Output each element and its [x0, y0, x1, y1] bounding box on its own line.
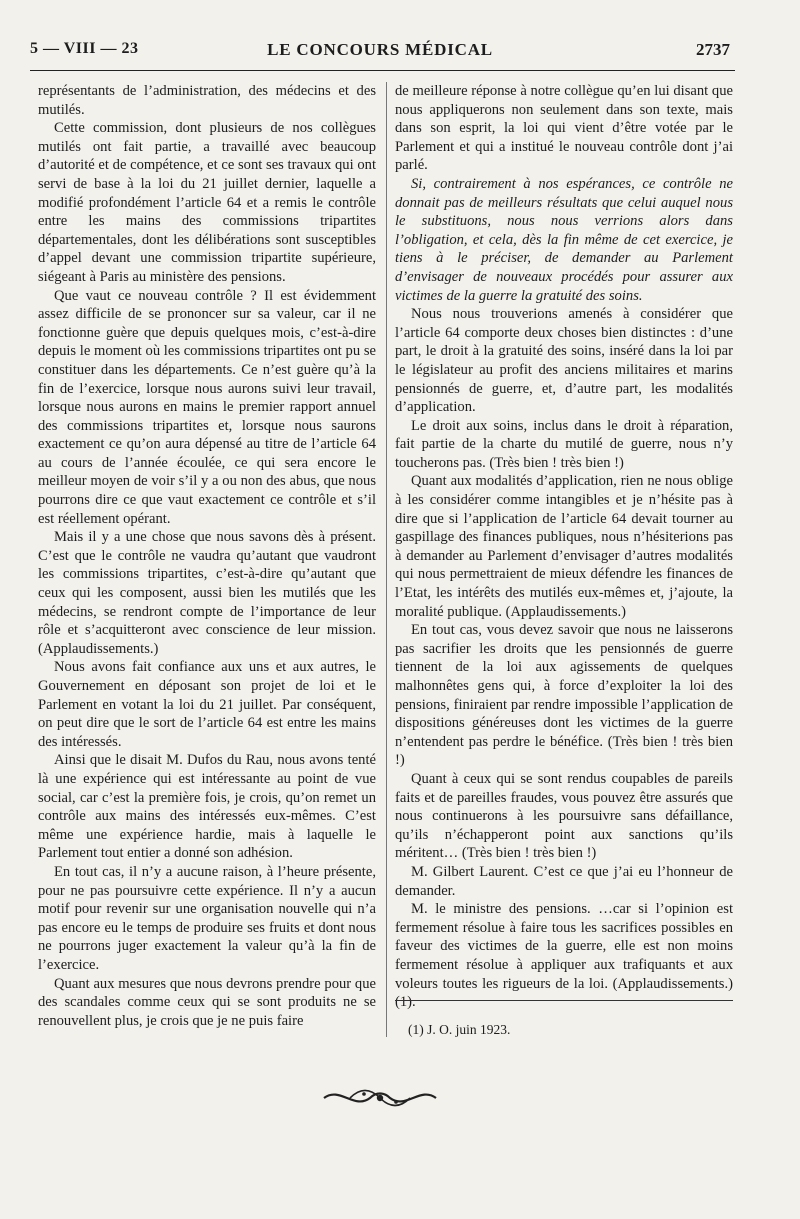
paragraph: M. Gilbert Laurent. C’est ce que j’ai eu l’honneur de demander. — [395, 863, 733, 899]
paragraph: En tout cas, il n’y a aucune raison, à l’heure présente, pour ne pas poursuivre cette expérience. Il n’y a aucun motif pour revenir sur une organisation nouvelle qui n’a pas encore eu le temps de produire ses fruits et dont nous ne pourrons juger exactement la valeur qu’à la fin de l’exercice. — [38, 863, 376, 973]
paragraph: Que vaut ce nouveau contrôle ? Il est évidemment assez difficile de se prononcer sur sa valeur, car il ne fonctionne guère que depuis quelques mois, c’est-à-dire depuis le moment où les commissions tripartites ont pu se constituer dans les départements. Ce n’est guère qu’à la fin de l’exercice, lorsque nous aurons suivi leur travail, lorsque nous aurons en mains le premier rapport annuel des commissions tripartites et, lorsque nous saurons exactement ce qu’on aura dépensé au titre de l’article 64 au cours de l’année écoulée, ce qui sera encore le meilleur moyen de voir s’il y a ou non des abus, que nous pourrons dire ce que vaut exactement ce contrôle et s’il est réellement opérant. — [38, 287, 376, 527]
left-column — [38, 82, 376, 1030]
journal-title: LE CONCOURS MÉDICAL — [267, 40, 493, 59]
paragraph: Nous avons fait confiance aux uns et aux autres, le Gouvernement en déposant son projet de loi et le Parlement en votant la loi du 21 juillet. Par conséquent, on peut dire que le sort de l’article 64 est entre les mains des intéressés. — [38, 659, 376, 750]
paragraph: En tout cas, vous devez savoir que nous ne laisserons pas sacrifier les droits que les pensionnés de guerre tiennent de la loi aux agissements de quelques malhonnêtes gens qui, à force d’exploiter la loi des pensions, finiraient par rendre impossible l’application de dispositions généreuses dont les victimes de la guerre n’entendent pas perdre le bénéfice. (Très bien ! très bien !) — [395, 622, 733, 769]
footnote: (1) J. O. juin 1923. — [408, 1022, 511, 1037]
page-number: 2737 — [696, 40, 730, 59]
header-rule — [30, 70, 735, 71]
paragraph: Ainsi que le disait M. Dufos du Rau, nous avons tenté là une expérience qui est intéressante au point de vue social, car c’est la première fois, je crois, qu’on remet un contrôle aux mains des intéressés eux-mêmes. C’est même une expérience hardie, mais à laquelle le Parlement tout entier a donné son adhésion. — [38, 752, 376, 862]
paragraph: Le droit aux soins, inclus dans le droit à réparation, fait partie de la charte du mutilé de guerre, nous n’y toucherons pas. (Très bien ! très bien !) — [395, 417, 733, 471]
paragraph: Quant à ceux qui se sont rendus coupables de pareils faits et de pareilles fraudes, vous pouvez être assurés que nous continuerons à les poursuivre sans défaillance, qu’ils n’échapperont point aux sanctions qu’ils méritent… (Très bien ! très bien !) — [395, 770, 733, 862]
paragraph: Nous nous trouverions amenés à considérer que l’article 64 comporte deux choses bien distinctes : d’une part, le droit à la gratuité des soins, inséré dans la loi par le législateur au profit des anciens militaires et marins pensionnés de guerre, et, d’autre part, les modalités d’application. — [395, 306, 733, 416]
page-header — [30, 40, 730, 64]
paragraph: de meilleure réponse à notre collègue qu’en lui disant que nous appliquerons non seulement dans son texte, mais dans son esprit, la loi qui vient d’être votée par le Parlement et qui a institué le nouveau contrôle dont j’ai parlé. — [395, 83, 733, 174]
issue-date: 5 — VIII — 23 — [30, 40, 139, 57]
paragraph: Quant aux modalités d’application, rien ne nous oblige à les considérer comme intangibles et je n’hésite pas à dire que si l’application de l’article 64 devait tourner au gaspillage des finances publiques, nous n’hésiterions pas à demander au Parlement d’envisager d’autres modalités qui nous permettraient de mieux défendre les finances de l’Etat, les intérêts des mutilés eux-mêmes et, j’ajoute, la moralité publique. (Applaudissements.) — [395, 473, 733, 620]
paragraph: Quant aux mesures que nous devrons prendre pour que des scandales comme ceux qui se sont produits ne se renouvellent plus, je crois que je ne puis faire — [38, 975, 376, 1029]
paragraph: représentants de l’administration, des médecins et des mutilés. — [38, 83, 376, 118]
paragraph: Mais il y a une chose que nous savons dès à présent. C’est que le contrôle ne vaudra qu’autant que vaudront les commissions tripartites, c’est-à-dire qu’autant que ceux qui les composent, aussi bien les mutilés que les médecins, se rendront compte de l’importance de leur rôle et s’acquitteront avec conscience de leur mission. (Applaudissements.) — [38, 529, 376, 657]
paragraph: Si, contrairement à nos espérances, ce contrôle ne donnait pas de meilleurs résultats que celui auquel nous le substituons, nous nous verrions alors dans l’obligation, et cela, dès la fin même de cet exercice, je tiens à le préciser, de demander au Parlement d’envisager de nouveaux procédés pour assurer aux victimes de la guerre la gratuité des soins. — [395, 175, 733, 304]
right-column — [395, 82, 733, 1012]
column-divider — [386, 82, 387, 1037]
footnote-rule — [395, 1000, 733, 1001]
paragraph: Cette commission, dont plusieurs de nos collègues mutilés ont fait partie, a travaillé avec beaucoup d’autorité et de compétence, et ce sont ses travaux qui ont servi de base à la loi du 21 juillet dernier, laquelle a modifié profondément l’article 64 et a remis le contrôle entre les mains des commissions tripartites départementales, dont les délibérations sont susceptibles d’appel devant une commission tripartite supérieure, siégeant à Paris au ministère des pensions. — [38, 120, 376, 285]
paragraph: M. le ministre des pensions. …car si l’opinion est fermement résolue à faire tous les sacrifices possibles en faveur des victimes de la guerre, elle est non moins fermement résolue à appliquer aux trafiquants et aux voleurs toutes les rigueurs de la loi. (Applaudissements.) (1). — [395, 901, 733, 1011]
fleuron-ornament-icon — [320, 1080, 440, 1116]
